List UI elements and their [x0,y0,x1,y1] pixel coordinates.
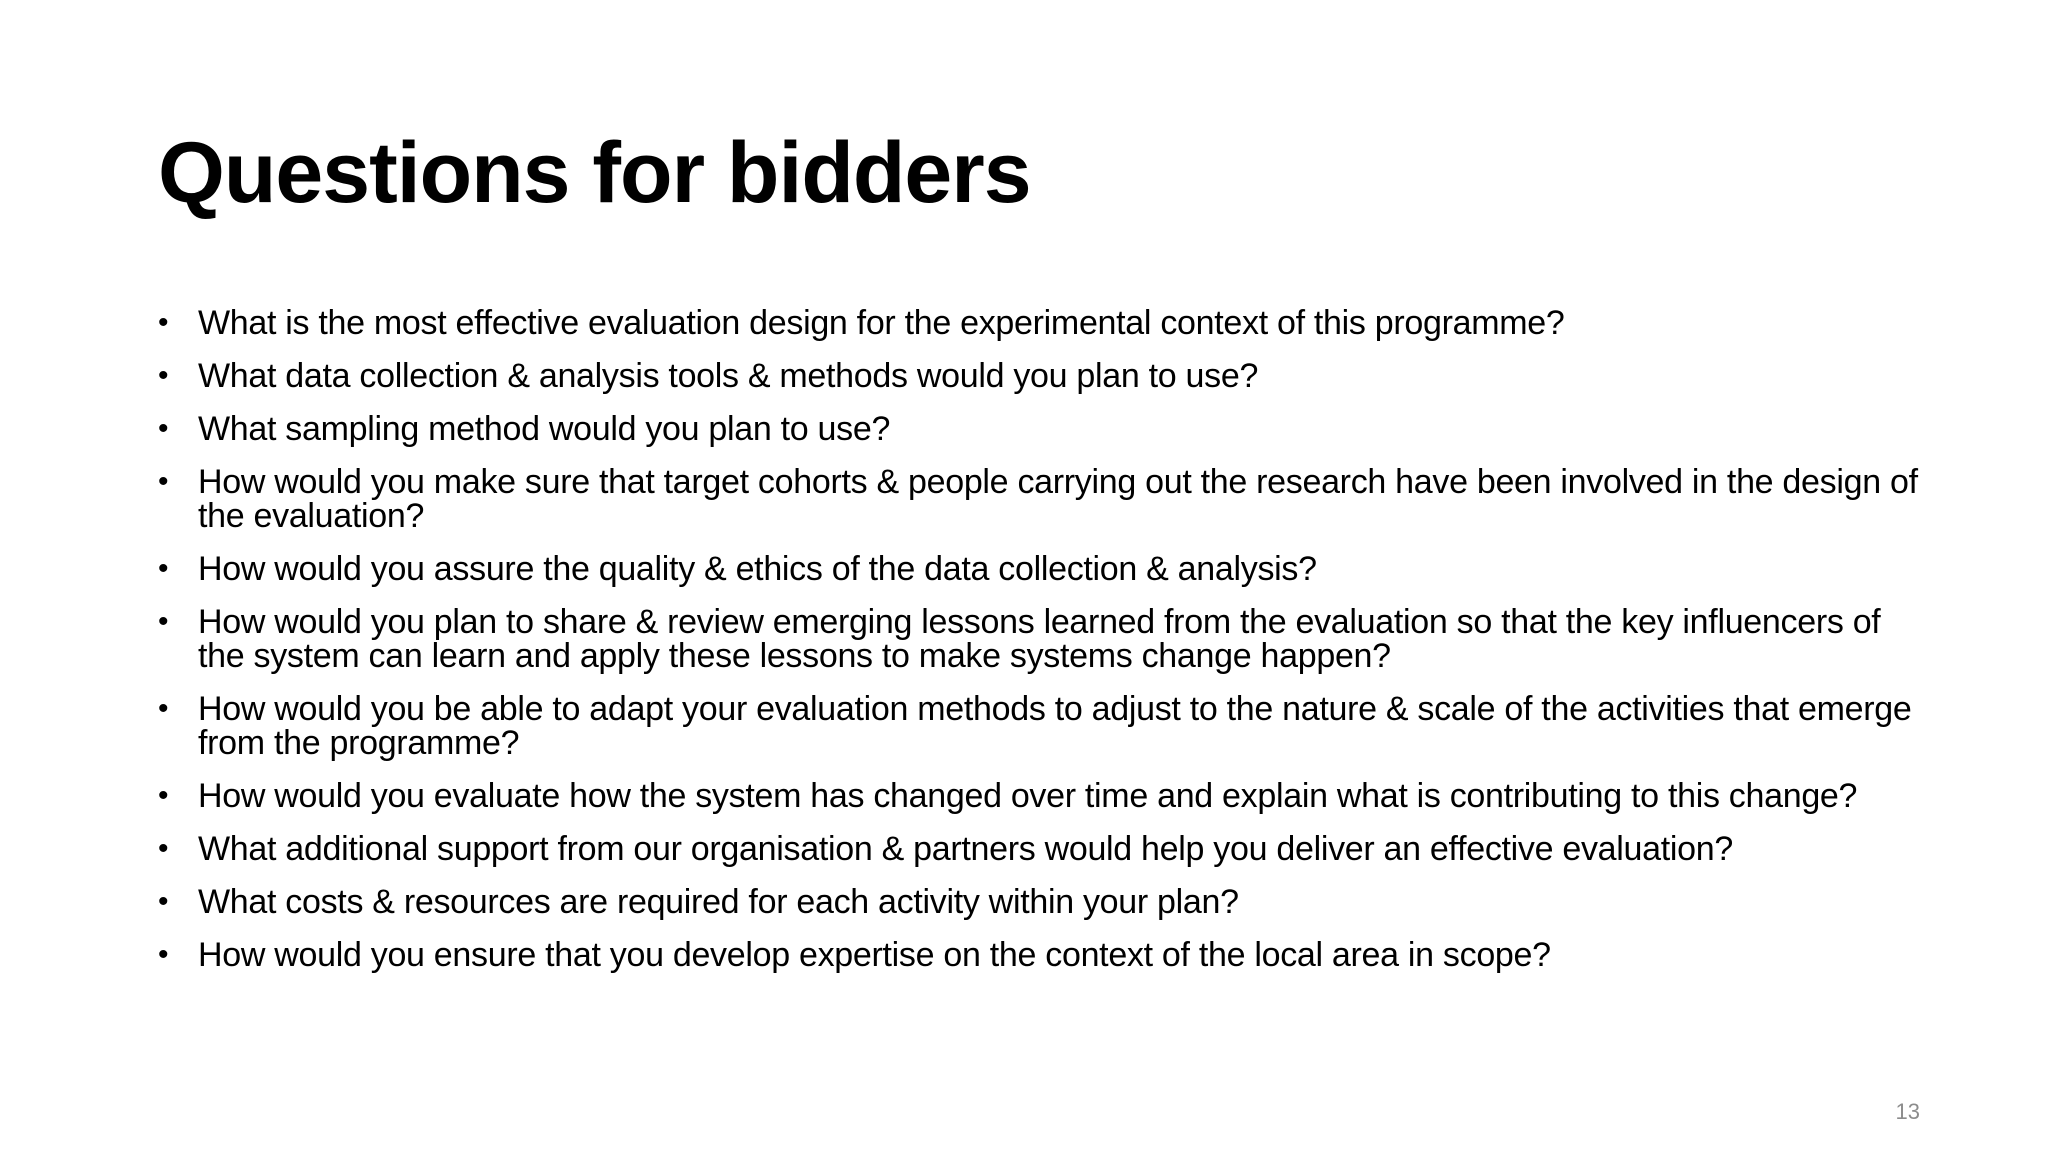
bullet-icon: • [158,306,169,339]
bullet-text: What is the most effective evaluation design for the experimental context of this programme? [198,304,1565,342]
bullet-text: What additional support from our organisation & partners would help you deliver an effective evaluation? [198,830,1733,868]
bullet-item [158,306,1918,340]
bullet-icon: • [158,692,169,725]
bullet-icon: • [158,552,169,585]
bullet-item [158,938,1918,972]
bullet-icon: • [158,885,169,918]
bullet-item [158,412,1918,446]
bullet-text: What costs & resources are required for each activity within your plan? [198,883,1239,921]
bullet-text: How would you assure the quality & ethics of the data collection & analysis? [198,550,1317,588]
slide-title: Questions for bidders [158,125,1031,221]
bullet-text: How would you plan to share & review emerging lessons learned from the evaluation so that the key influencers of the system can learn and apply these lessons to make systems change happen? [198,603,1881,675]
bullet-text: How would you ensure that you develop expertise on the context of the local area in scope? [198,936,1551,974]
bullet-icon: • [158,779,169,812]
bullet-text: How would you be able to adapt your evaluation methods to adjust to the nature & scale of the activities that emerge from the programme? [198,690,1912,762]
bullet-icon: • [158,938,169,971]
page-number: 13 [1895,1099,1920,1124]
bullet-item [158,552,1918,586]
bullet-text: How would you evaluate how the system has changed over time and explain what is contributing to this change? [198,777,1858,815]
bullet-item [158,605,1918,673]
bullet-icon: • [158,832,169,865]
bullet-icon: • [158,465,169,498]
bullet-item [158,359,1918,393]
bullet-list [158,306,1918,991]
bullet-text: What data collection & analysis tools & methods would you plan to use? [198,357,1259,395]
bullet-text: How would you make sure that target cohorts & people carrying out the research have been involved in the design of the evaluation? [198,463,1918,535]
bullet-icon: • [158,412,169,445]
bullet-item [158,885,1918,919]
bullet-item [158,779,1918,813]
bullet-item [158,692,1918,760]
bullet-icon: • [158,359,169,392]
bullet-icon: • [158,605,169,638]
bullet-text: What sampling method would you plan to use? [198,410,891,448]
bullet-item [158,832,1918,866]
bullet-item [158,465,1918,533]
